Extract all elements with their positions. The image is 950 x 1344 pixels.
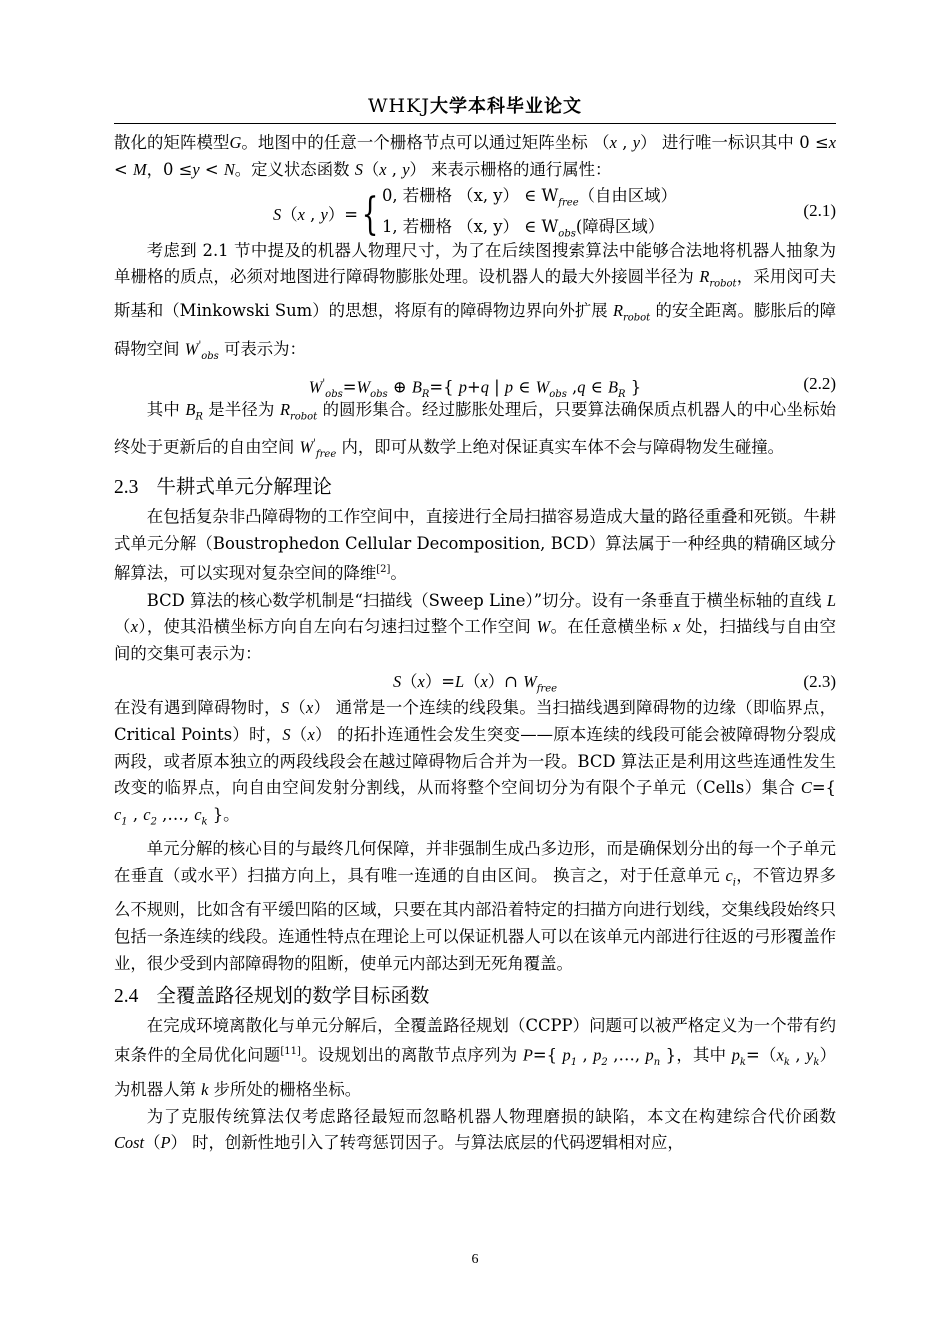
- paragraph-cell-property: 单元分解的核心目的与最终几何保障，并非强制生成凸多边形，而是确保划分出的每一个子单元在垂直（或水平）扫描方向上，具有唯一连通的自由区间。 换言之，对于任意单元 $c_i$，不管边界多么不规则，比如含有平缓凹陷的区域，只要在其内部沿着特定的扫描方向进行划线，交集线段始终只包括一条连续的线段。连通性特点在理论上可以保证机器人可以在该单元内部进行往返的弓形覆盖作业，很少受到内部障碍物的阻断，使单元内部达到无死角覆盖。: [114, 839, 836, 973]
- paragraph-ccpp-definition: 在完成环境离散化与单元分解后，全覆盖路径规划（CCPP）问题可以被严格定义为一个带有约束条件的全局优化问题[11]。设规划出的离散节点序列为 P={ $p_1$ , $p_2$ ,…, $p_n$ }，其中 $p_k=(x_k$ , $y_k$） 为机器人第 k 步所处的栅格坐标。: [114, 1015, 837, 1099]
- paragraph-collision-guarantee: 其中 $B_R$ 是半径为 $R_{robot}$ 的圆形集合。经过膨胀处理后，只要算法确保质点机器人的中心坐标始终处于更新后的自由空间 $W'_{free}$ 内，即可从数学上绝对保证真实车体不会与障碍物发生碰撞。: [114, 400, 836, 460]
- page-number: 6: [471, 1252, 479, 1267]
- equation-2-3: S（x）=L（x）∩ $W_{free}$ (2.3): [114, 668, 836, 695]
- equation-tag: (2.1): [803, 200, 836, 220]
- header-right: 大学本科毕业论文: [429, 96, 582, 117]
- paragraph-bcd-intro: 在包括复杂非凸障碍物的工作空间中，直接进行全局扫描容易造成大量的路径重叠和死锁。牛耕式单元分解（Boustrophedon Cellular Decomposition, BCD）算法属于一种经典的精确区域分解算法，可以实现对复杂空间的降维[2]。: [114, 506, 836, 583]
- equation-2-1: S（x , y）={ 0, 若栅格 （x, y） ∈ $W_{free}$（自由区域） 1, 若栅格 （x, y） ∈ $W_{obs}$(障碍区域） (2.1): [273, 185, 836, 241]
- page-header: [114, 92, 836, 124]
- paragraph-grid-definition: 散化的矩阵模型G。地图中的任意一个栅格节点可以通过矩阵坐标 （x , y） 进行唯一标识其中 0 ≤x < M，0 ≤y < N。定义状态函数 S（x , y） 来表示栅格的通行属性：: [114, 133, 836, 179]
- page-body: [114, 130, 836, 1157]
- paragraph-cost-function: 为了克服传统算法仅考虑路径最短而忽略机器人物理磨损的缺陷，本文在构建综合代价函数 Cost（P） 时，创新性地引入了转弯惩罚因子。与算法底层的代码逻辑相对应，: [114, 1106, 836, 1153]
- section-heading-2-4: 2.4 全覆盖路径规划的数学目标函数: [114, 983, 430, 1007]
- equation-2-2: $W'_{obs}=W_{obs}$ ⊕ $B_R=${ p+q | p ∈ $W_{obs}$ ,q ∈ $B_R$ } (2.2): [114, 370, 836, 397]
- header-left: WHKJ: [368, 95, 430, 117]
- paragraph-sweep-line: BCD 算法的核心数学机制是“扫描线（Sweep Line）”切分。设有一条垂直于横坐标轴的直线 L（x），使其沿横坐标方向自左向右匀速扫过整个工作空间 W。在任意横坐标 x 处，扫描线与自由空间的交集可表示为：: [114, 590, 836, 664]
- equation-tag: (2.2): [803, 374, 836, 394]
- equation-tag: (2.3): [803, 671, 836, 691]
- paragraph-obstacle-inflation: 考虑到 2.1 节中提及的机器人物理尺寸，为了在后续图搜索算法中能够合法地将机器人抽象为单栅格的质点，必须对地图进行障碍物膨胀处理。设机器人的最大外接圆半径为 $R_{robot}$，采用闵可夫斯基和（Minkowski Sum）的思想，将原有的障碍物边界向外扩展 $R_{robot}$ 的安全距离。膨胀后的障碍物空间 $W'_{obs}$ 可表示为：: [114, 240, 836, 362]
- section-heading-2-3: 2.3 牛耕式单元分解理论: [114, 474, 332, 498]
- paragraph-critical-points: 在没有遇到障碍物时，S（x） 通常是一个连续的线段集。当扫描线遇到障碍物的边缘（即临界点，Critical Points）时，S（x） 的拓扑连通性会发生突变——原本连续的线段可能会被障碍物分裂成两段，或者原本独立的两段线段会在越过障碍物后合并为一段。BCD 算法正是利用这些连通性发生改变的临界点，向自由空间发射分割线，从而将整个空间切分为有限个子单元（Cells）集合 C={ $c_1$ , $c_2$ ,…, $c_k$ }。: [114, 697, 837, 828]
